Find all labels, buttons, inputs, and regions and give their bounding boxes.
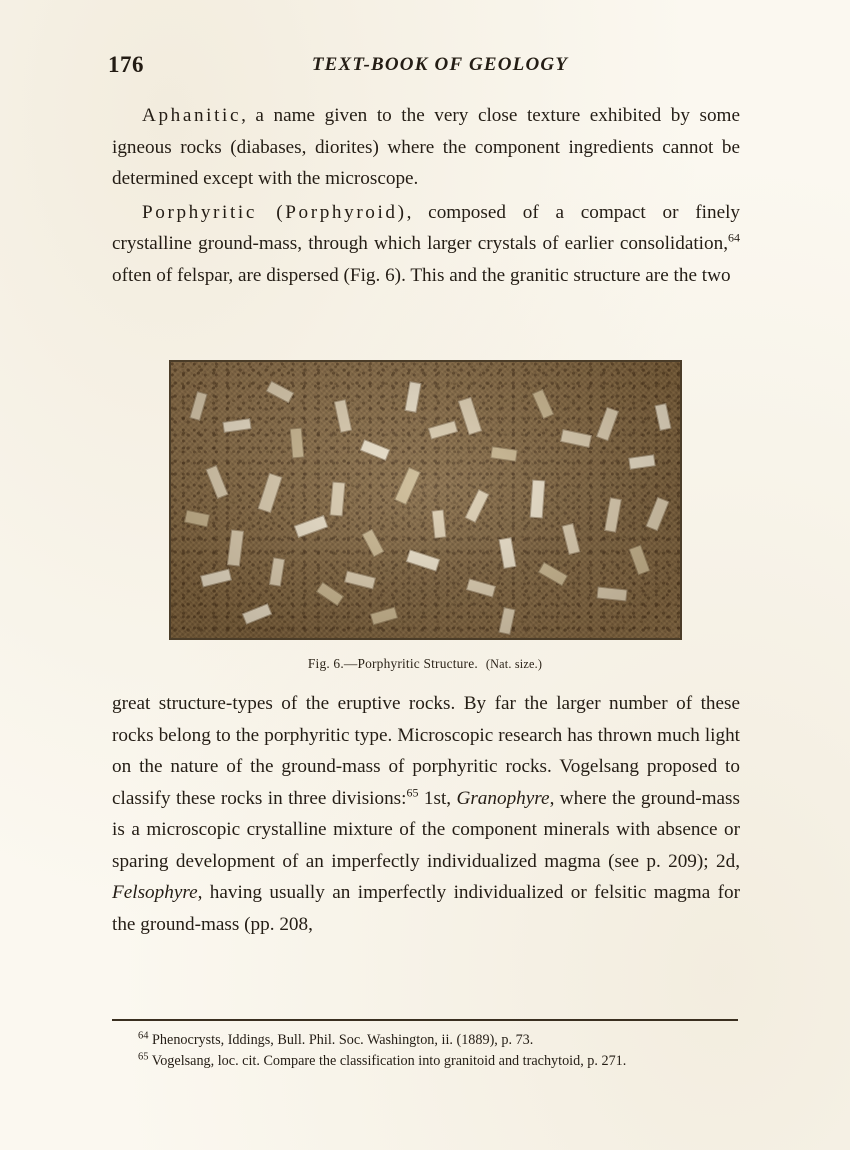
footnotes-block: [112, 1031, 740, 1072]
footnote-65: [112, 1052, 740, 1072]
footnote-ref-65[interactable]: 65: [406, 785, 419, 800]
lower-text-2: 1st,: [418, 787, 457, 809]
footnote-text-65: Vogelsang, loc. cit. Compare the classification into granitoid and trachytoid, p. 271.: [151, 1052, 627, 1069]
footnote-divider: [112, 1019, 738, 1021]
footnote-marker-65: 65: [138, 1050, 149, 1062]
paragraph-aphanitic: [112, 100, 740, 195]
term-felsophyre: Felsophyre: [112, 882, 198, 903]
lower-text-3: , where the ground-mass is a microscopic crystalline mixture of the component minerals with absence or sparing development of an imperfectly individualized magma (see p. 209); 2d,: [112, 787, 740, 872]
footnote-text-64: Phenocrysts, Iddings, Bull. Phil. Soc. Washington, ii. (1889), p. 73.: [152, 1032, 534, 1048]
paragraph-porphyritic-text-a: , composed of a compact or finely crystalline ground-mass, through which larger crystals of earlier consolidation,: [112, 201, 741, 254]
running-head: TEXT-BOOK OF GEOLOGY: [311, 54, 569, 75]
paragraph-porphyritic-text-b: often of felspar, are dispersed (Fig. 6). This and the granitic structure are the two: [112, 264, 731, 286]
figure-6: [0, 360, 850, 672]
term-aphanitic: Aphanitic: [142, 105, 242, 126]
figure-caption-text: Fig. 6.—Porphyritic Structure.: [307, 656, 478, 671]
figure-image-frame: [169, 360, 682, 640]
term-porphyritic: Porphyritic (Porphyroid): [142, 201, 407, 223]
term-granophyre: Granophyre: [456, 787, 550, 809]
lower-text-4: , having usually an imperfectly individualized or felsitic magma for the ground-mass (pp. 208,: [112, 882, 740, 935]
paragraph-aphanitic-text: , a name given to the very close texture exhibited by some igneous rocks (diabases, diorites) where the component ingredients cannot be determined except with the microscope.: [112, 105, 740, 189]
paragraph-porphyritic: [112, 197, 740, 292]
paragraph-structure-types: [112, 688, 740, 940]
footnote-64: [112, 1031, 740, 1051]
figure-natural-size: (Nat. size.): [485, 657, 543, 671]
page-header: [108, 52, 742, 80]
figure-caption: [0, 656, 850, 672]
page-number: 176: [108, 52, 144, 77]
body-text-upper: [112, 100, 740, 291]
footnote-marker-64: 64: [138, 1030, 149, 1042]
lower-text-1: great structure-types of the eruptive rocks. By far the larger number of these rocks belong to the porphyritic type. Microscopic research has thrown much light on the nature of the ground-mass of porphyritic rocks. Vogelsang proposed to classify these rocks in three divisions:: [112, 693, 740, 809]
porphyritic-rock-photograph: [171, 362, 680, 638]
footnote-ref-64[interactable]: 64: [728, 230, 740, 245]
body-text-lower: [112, 688, 740, 940]
